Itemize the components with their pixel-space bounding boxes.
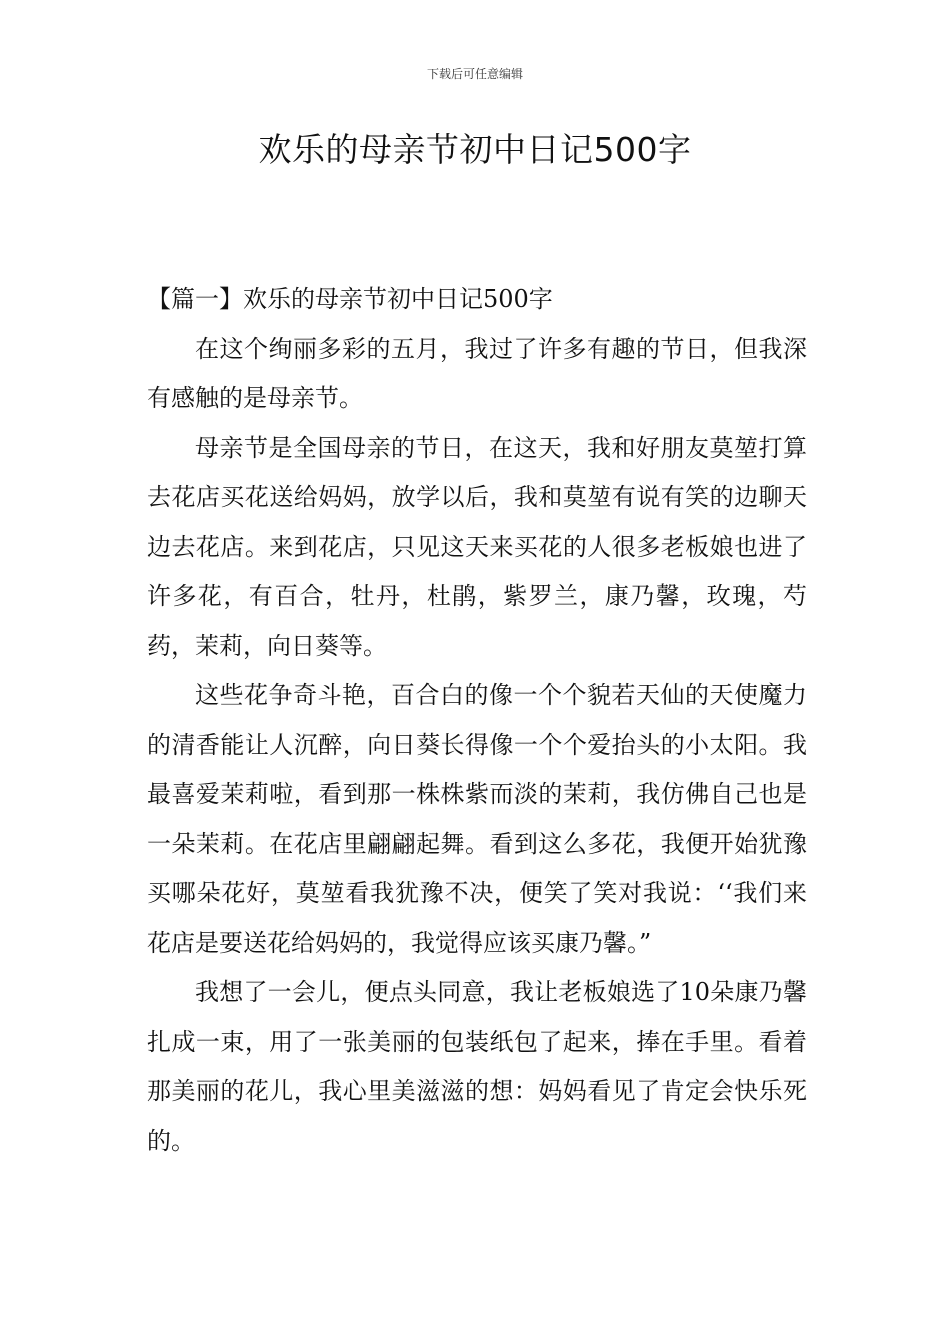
header-note: 下载后可任意编辑 — [426, 67, 523, 81]
section-heading: 【篇一】欢乐的母亲节初中日记500字 — [147, 285, 553, 313]
paragraph-3: 这些花争奇斗艳，百合白的像一个个貌若天仙的天使魔力的清香能让人沉醉，向日葵长得像一个个爱抬头的小太阳。我最喜爱茉莉啦，看到那一株株紫而淡的茉莉，我仿佛自己也是一朵茉莉。在花店里翩翩起舞。看到这么多花，我便开始犹豫买哪朵花好，莫堃看我犹豫不决，便笑了笑对我说：‘‘我们来花店是要送花给妈妈的，我觉得应该买康乃馨。” — [147, 681, 807, 957]
paragraph-4: 我想了一会儿，便点头同意，我让老板娘选了10朵康乃馨扎成一束，用了一张美丽的包装纸包了起来，捧在手里。看着那美丽的花儿，我心里美滋滋的想：妈妈看见了肯定会快乐死的。 — [147, 978, 807, 1155]
document-title: 欢乐的母亲节初中日记500字 — [258, 130, 692, 169]
paragraph-2: 母亲节是全国母亲的节日，在这天，我和好朋友莫堃打算去花店买花送给妈妈，放学以后，我和莫堃有说有笑的边聊天边去花店。来到花店，只见这天来买花的人很多老板娘也进了许多花，有百合，牡丹，杜鹃，紫罗兰，康乃馨，玫瑰，芍药，茉莉，向日葵等。 — [147, 433, 807, 660]
paragraph-1: 在这个绚丽多彩的五月，我过了许多有趣的节日，但我深有感触的是母亲节。 — [147, 334, 807, 412]
article-body — [147, 275, 807, 1166]
